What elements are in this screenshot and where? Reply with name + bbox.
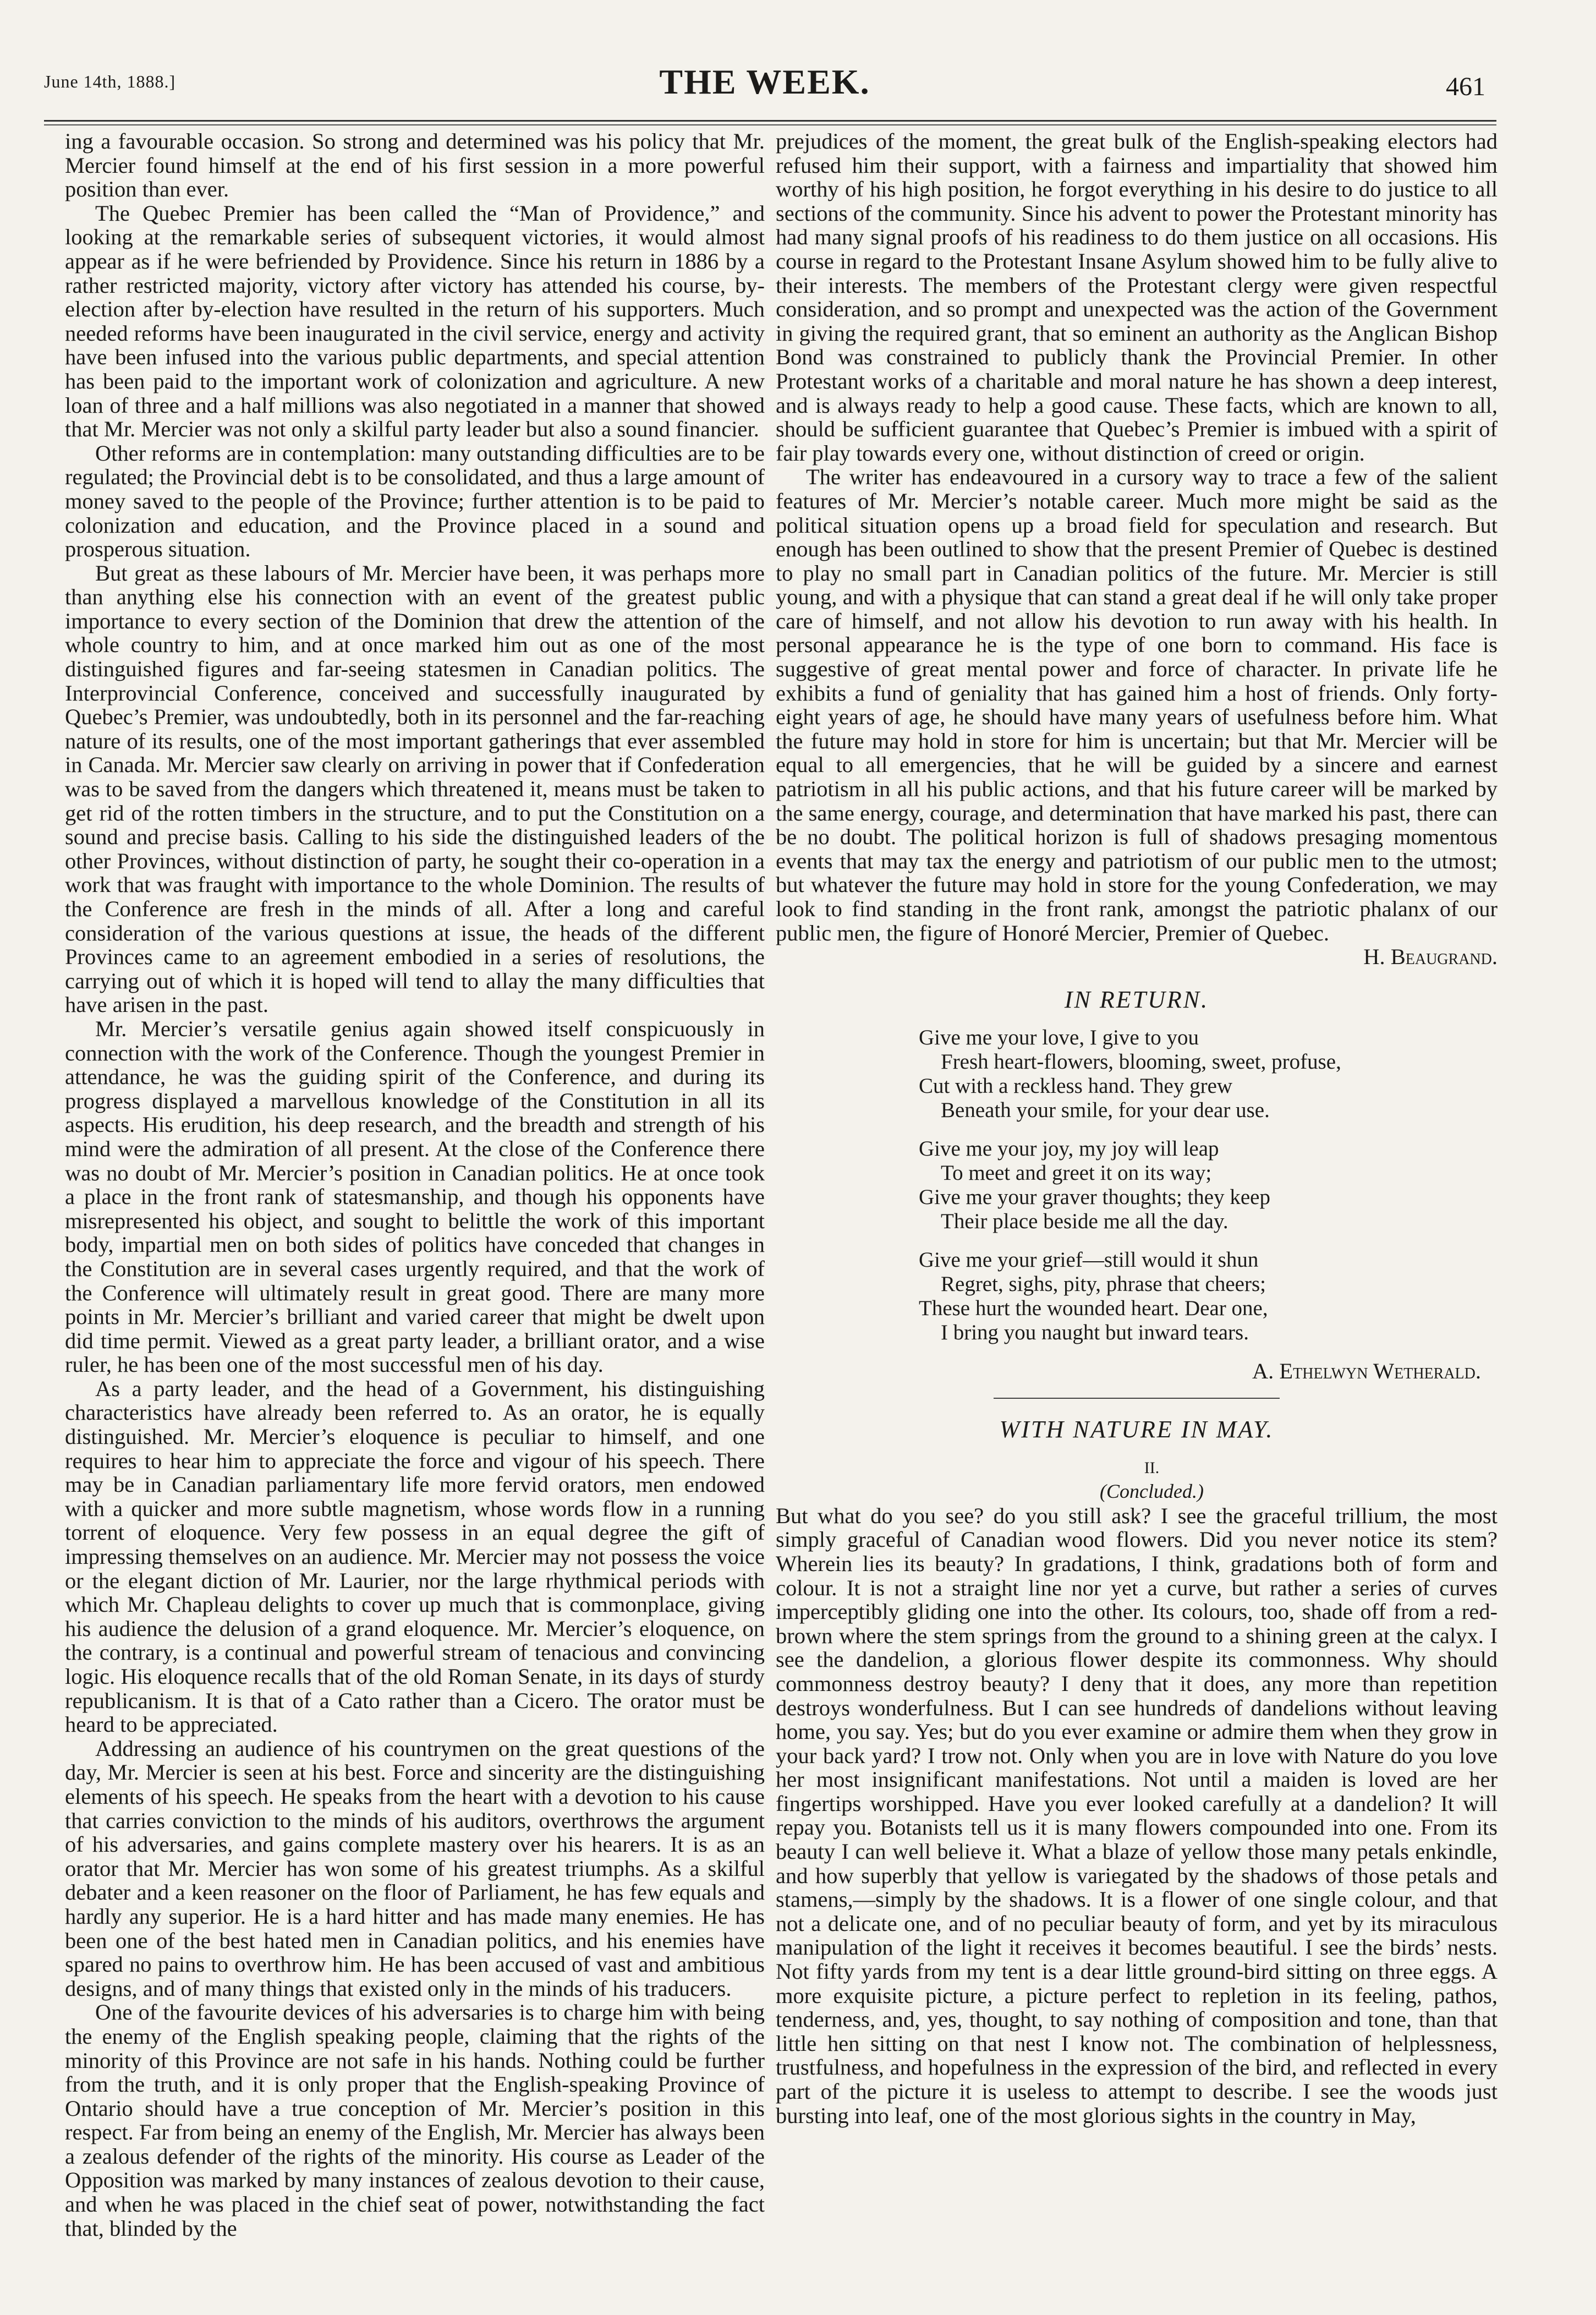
poem-line: Give me your love, I give to you — [919, 1026, 1199, 1050]
poem-line: I bring you naught but inward tears. — [941, 1321, 1249, 1345]
section-note: (Concluded.) — [1100, 1480, 1204, 1503]
issue-date: June 14th, 1888.] — [44, 72, 176, 91]
section-title: WITH NATURE IN MAY. — [999, 1415, 1274, 1443]
poem-line: Cut with a reckless hand. They grew — [919, 1074, 1233, 1098]
article-paragraph: prejudices of the moment, the great bulk of the English-speaking electors had refused him their support, with a fairness and impartiality that showed him worthy of his high position, he forgot everything in his desire to do justice to all sections of the community. Since his advent to power the Protestant minority has had many signal proofs of his readiness to do them justice on all occasions. His course in regard to the Protestant Insane Asylum showed him to be fully alive to their interests. The members of the Protestant clergy were given respectful consideration, and so prompt and unexpected was the action of the Government in giving the required grant, that so eminent an authority as the Anglican Bishop Bond was constrained to publicly thank the Provincial Premier. In other Protestant works of a charitable and moral nature he has shown a deep interest, and is always ready to help a good cause. These facts, which are known to all, should be sufficient guarantee that Quebec’s Premier is imbued with a spirit of fair play towards every one, without distinction of creed or origin. — [776, 129, 1498, 466]
article-paragraph: One of the favourite devices of his adversaries is to charge him with being the enemy of the English speaking people, claiming that the rights of the minority of this Province are not safe in his hands. Nothing could be further from the truth, and it is only proper that the English-speaking Province of Ontario should have a true conception of Mr. Mercier’s position in this respect. Far from being an enemy of the English, Mr. Mercier has always been a zealous defender of the rights of the minority. His course as Leader of the Opposition was marked by many instances of zealous devotion to their cause, and when he was placed in the chief seat of power, notwithstanding the fact that, blinded by the — [65, 2000, 765, 2241]
poem-stanza — [919, 1248, 1498, 1345]
article-paragraph: Other reforms are in contemplation: many outstanding difficulties are to be regulated; the Provincial debt is to be consolidated, and thus a large amount of money saved to the people of the Province; further attention is to be paid to colonization and education, and the Province placed in a sound and prosperous situation. — [65, 440, 765, 562]
poem-title: IN RETURN. — [1064, 986, 1209, 1013]
header-rule-secondary — [44, 124, 1496, 125]
right-column — [776, 129, 1498, 2292]
poem-line: Fresh heart-flowers, blooming, sweet, profuse, — [941, 1050, 1341, 1074]
poem-author: A. Ethelwyn Wetherald. — [1252, 1359, 1481, 1384]
article-paragraph: Addressing an audience of his countrymen on the great questions of the day, Mr. Mercier is seen at his best. Force and sincerity are the distinguishing elements of his speech. He speaks from the heart with a devotion to his cause that carries conviction to the minds of his auditors, overthrows the argument of his adversaries, and gains complete mastery over his hearers. It is as an orator that Mr. Mercier has won some of his greatest triumphs. As a skilful debater and a keen reasoner on the floor of Parliament, he has few equals and hardly any superior. He is a hard hitter and has made many enemies. He has been one of the best hated men in Canadian politics, and his enemies have spared no pains to overthrow him. He has been accused of vast and ambitious designs, and of many things that existed only in the minds of his traducers. — [65, 1736, 765, 2001]
article-signature: H. Beaugrand. — [1363, 944, 1498, 970]
poem-line: These hurt the wounded heart. Dear one, — [919, 1296, 1268, 1321]
article-paragraph: ing a favourable occasion. So strong and determined was his policy that Mr. Mercier found himself at the end of his first session in a more powerful position than ever. — [65, 129, 765, 202]
poem-line: Give me your grief—still would it shun — [919, 1248, 1259, 1272]
section-part-number: II. — [1144, 1458, 1160, 1477]
poem-stanza — [919, 1137, 1498, 1234]
header-rule — [44, 120, 1496, 122]
poem-line: Their place beside me all the day. — [941, 1210, 1228, 1234]
article-paragraph: The writer has endeavoured in a cursory way to trace a few of the salient features of Mr. Mercier’s notable career. Much more might be said as the political situation opens up a broad field for speculation and research. But enough has been outlined to show that the present Premier of Quebec is destined to play no small part in Canadian politics of the future. Mr. Mercier is still young, and with a physique that can stand a great deal if he will only take proper care of himself, and not allow his devotion to run away with his health. In personal appearance he is the type of one born to command. His face is suggestive of great mental power and force of character. In private life he exhibits a fund of geniality that has gained him a host of friends. Only forty-eight years of age, he should have many years of usefulness before him. What the future may hold in store for him is uncertain; but that Mr. Mercier will be equal to all emergencies, that he will be guided by a sincere and earnest patriotism in all his public actions, and that his future career will be marked by the same energy, courage, and determination that have marked his past, there can be no doubt. The political horizon is full of shadows presaging momentous events that may tax the energy and patriotism of our public men to the utmost; but whatever the future may hold in store for the young Confederation, we may look to find standing in the front rank, amongst the patriotic phalanx of our public men, the figure of Honoré Mercier, Premier of Quebec. — [776, 464, 1498, 945]
article-paragraph: But what do you see? do you still ask? I see the graceful trillium, the most simply graceful of Canadian wood flowers. Did you never notice its stem? Wherein lies its beauty? In gradations, I think, gradations both of form and colour. It is not a straight line nor yet a curve, but rather a series of curves imperceptibly gliding one into the other. Its colours, too, shade off from a red-brown where the stem springs from the ground to a shining green at the calyx. I see the dandelion, a glorious flower despite its commonness. Why should commonness destroy beauty? I deny that it does, any more than repetition destroys wonderfulness. But I can see hundreds of dandelions without leaving home, you say. Yes; but do you ever examine or admire them when they grow in your back yard? I trow not. Only when you are in love with Nature do you love her most insignificant manifestations. Not until a maiden is loved are her fingertips worshipped. Have you ever looked carefully at a dandelion? It will repay you. Botanists tell us it is many flowers compounded into one. From its beauty I can well believe it. What a blaze of yellow those many petals enkindle, and how superbly that yellow is variegated by the shadows of those petals and stamens,—simply by the shadows. It is a flower of one single colour, and that not a delicate one, and of no peculiar beauty of form, and yet by its miraculous manipulation of the light it receives it becomes beautiful. I see the birds’ nests. Not fifty yards from my tent is a dear little ground-bird sitting on three eggs. A more exquisite picture, a picture perfect to repletion in its feeling, pathos, tenderness, and, yes, thought, to say nothing of composition and tone, than that little hen sitting on that nest I know not. The combination of helplessness, trustfulness, and hopefulness in the expression of the bird, and reflected in every part of the picture it is useless to attempt to describe. I see the woods just bursting into leaf, one of the most glorious sights in the country in May, — [776, 1503, 1498, 2128]
poem-stanza — [919, 1026, 1498, 1123]
poem-line: Give me your joy, my joy will leap — [919, 1137, 1219, 1161]
article-paragraph: But great as these labours of Mr. Mercier have been, it was perhaps more than anything else his connection with an event of the greatest public importance to every section of the Dominion that drew the attention of the whole country to him, and at once marked him out as one of the most distinguished figures and far-seeing statesmen in Canadian politics. The Interprovincial Conference, conceived and successfully inaugurated by Quebec’s Premier, was undoubtedly, both in its personnel and the far-reaching nature of its results, one of the most important gatherings that ever assembled in Canada. Mr. Mercier saw clearly on arriving in power that if Confederation was to be saved from the dangers which threatened it, means must be taken to get rid of the rotten timbers in the structure, and to put the Constitution on a sound and precise basis. Calling to his side the distinguished leaders of the other Provinces, without distinction of party, he sought their co-operation in a work that was fraught with importance to the whole Dominion. The results of the Conference are fresh in the minds of all. After a long and careful consideration of the various questions at issue, the heads of the different Provinces came to an agreement embodied in a series of resolutions, the carrying out of which it is hoped will tend to allay the many difficulties that have arisen in the past. — [65, 560, 765, 1017]
publication-title: THE WEEK. — [659, 62, 870, 101]
article-paragraph: Mr. Mercier’s versatile genius again showed itself conspicuously in connection with the work of the Conference. Though the youngest Premier in attendance, he was the guiding spirit of the Conference, and during its progress displayed a marvellous knowledge of the Constitution in all its aspects. His erudition, his deep research, and the breadth and strength of his mind were the admiration of all present. At the close of the Conference there was no doubt of Mr. Mercier’s position in Canadian politics. He at once took a place in the front rank of statesmanship, and though his opponents have misrepresented his object, and sought to belittle the work of this important body, impartial men on both sides of politics have conceded that changes in the Constitution are in several cases urgently required, and that the work of the Conference will ultimately result in great good. There are many more points in Mr. Mercier’s brilliant and varied career that might be dwelt upon did time permit. Viewed as a great party leader, a brilliant orator, and a wise ruler, he has been one of the most successful men of his day. — [65, 1016, 765, 1377]
poem-line: Give me your graver thoughts; they keep — [919, 1185, 1270, 1210]
section-divider — [994, 1398, 1280, 1399]
page-header — [44, 62, 1485, 116]
poem-line: Regret, sighs, pity, phrase that cheers; — [941, 1272, 1266, 1296]
left-column — [65, 129, 765, 2292]
poem — [919, 1026, 1498, 1345]
article-paragraph: As a party leader, and the head of a Government, his distinguishing characteristics have already been referred to. As an orator, he is equally distinguished. Mr. Mercier’s eloquence is peculiar to himself, and one requires to hear him to appreciate the force and vigour of his speech. There may be in Canadian parliamentary life more fervid orators, men endowed with a quicker and more subtle magnetism, whose words flow in a running torrent of eloquence. Very few possess in an equal degree the gift of impressing themselves on an audience. Mr. Mercier may not possess the voice or the elegant diction of Mr. Laurier, nor the large rhythmical periods with which Mr. Chapleau delights to cover up much that is commonplace, giving his audience the delusion of a grand eloquence. Mr. Mercier’s eloquence, on the contrary, is a continual and powerful stream of tenacious and convincing logic. His eloquence recalls that of the old Roman Senate, in its days of sturdy republicanism. It is that of a Cato rather than a Cicero. The orator must be heard to be appreciated. — [65, 1376, 765, 1737]
poem-line: To meet and greet it on its way; — [941, 1161, 1212, 1185]
article-paragraph: The Quebec Premier has been called the “Man of Providence,” and looking at the remarkable series of subsequent victories, it would almost appear as if he were befriended by Providence. Since his return in 1886 by a rather restricted majority, victory after victory has attended his course, by-election after by-election have resulted in the return of his supporters. Much needed reforms have been inaugurated in the civil service, energy and activity have been infused into the various public departments, and special attention has been paid to the important work of colonization and agriculture. A new loan of three and a half millions was also negotiated in a manner that showed that Mr. Mercier was not only a skilful party leader but also a sound financier. — [65, 200, 765, 442]
poem-line: Beneath your smile, for your dear use. — [941, 1098, 1270, 1123]
page-number: 461 — [1446, 72, 1485, 101]
